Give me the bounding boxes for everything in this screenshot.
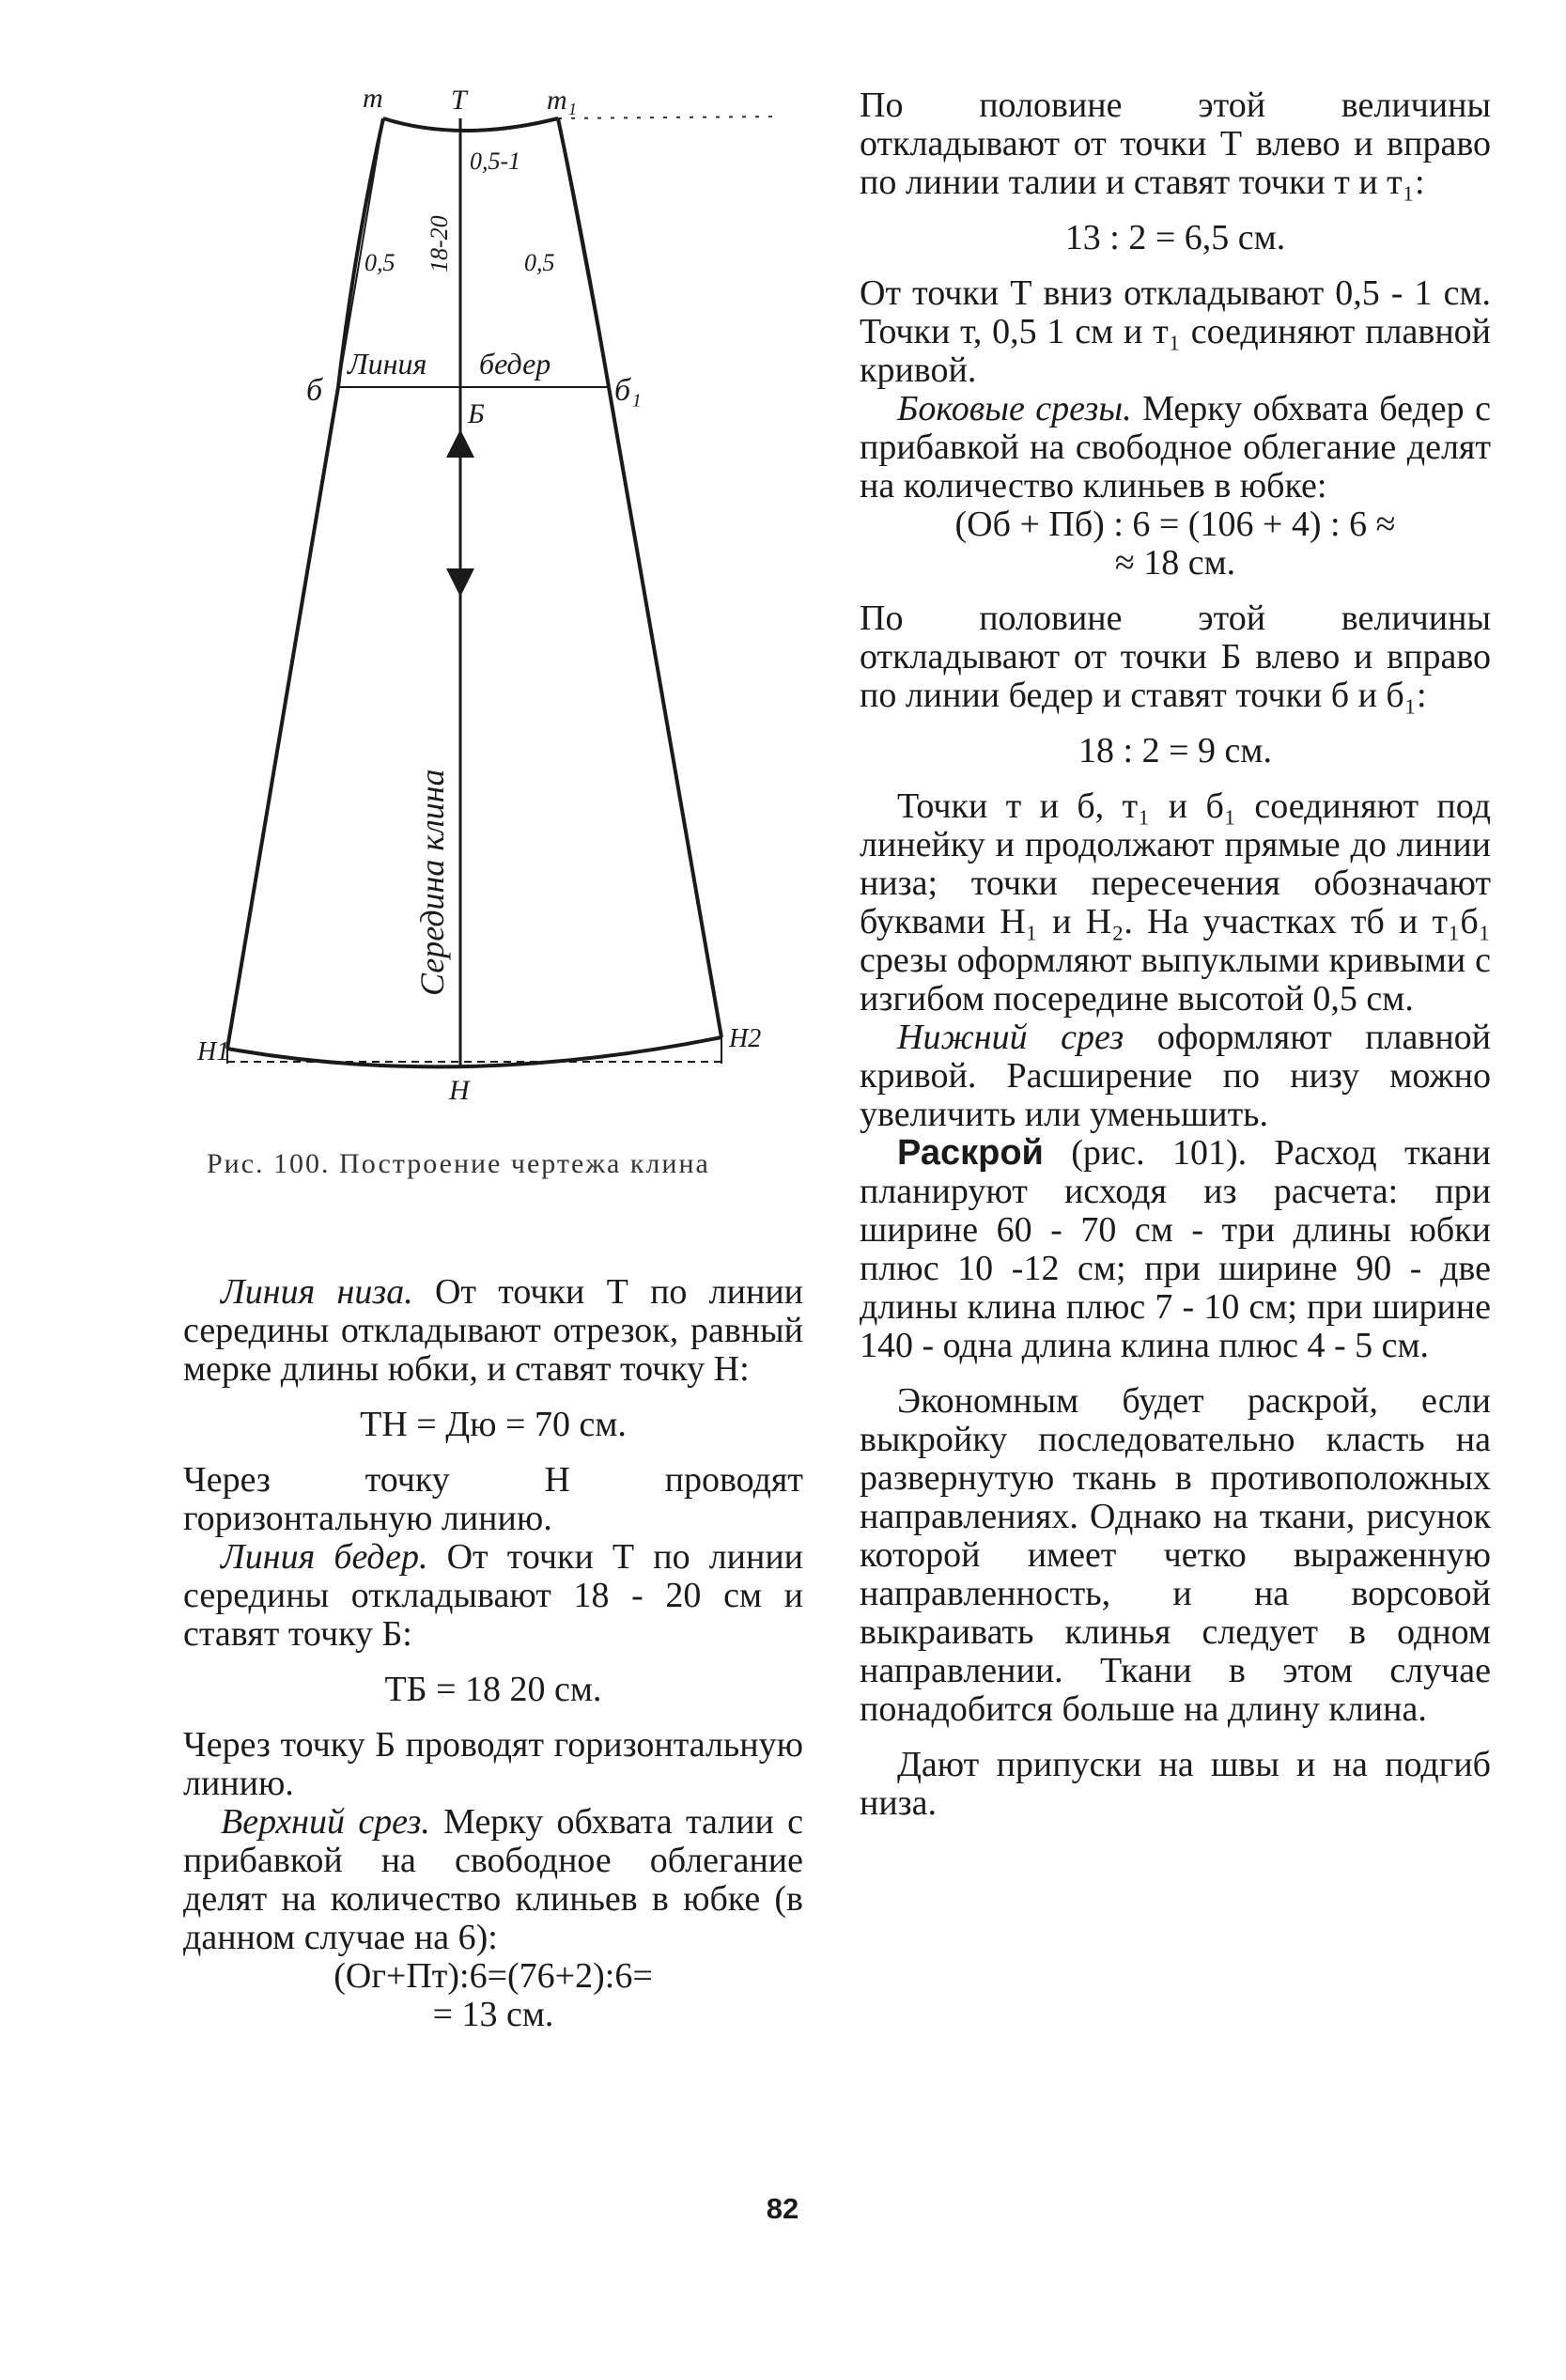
paragraph-cutting bbox=[860, 1134, 1491, 1365]
right-side-seam-lower bbox=[609, 387, 721, 1037]
right-column bbox=[860, 86, 1491, 1823]
label-b1: б₁ bbox=[614, 373, 642, 408]
paragraph-text: Мерку обхвата талии с прибавкой на свободное облегание делят на количество клиньев в юбке (в данном случае на 6): bbox=[183, 1802, 803, 1957]
paragraph-waist-half: По половине этой величины откладывают от точки Т влево и вправо по линии талии и ставят точки т и т₁: bbox=[860, 86, 1491, 202]
paragraph-connect-points: Точки т и б, т₁ и б₁ соединяют под линейку и продолжают прямые до линии низа; точки пересечения обозначают буквами Н₁ и Н₂. На участках тб и т₁б₁ срезы оформляют выпуклыми кривыми с изгибом посередине высотой 0,5 см. bbox=[860, 786, 1491, 1019]
skirt-panel-figure bbox=[178, 75, 836, 1203]
label-side-left: 0,5 bbox=[364, 249, 395, 276]
formula-waist-1: (Ог+Пт):6=(76+2):6= bbox=[333, 1956, 653, 1996]
label-side-right: 0,5 bbox=[524, 249, 555, 276]
subheading-hip-line: Линия бедер. bbox=[221, 1537, 428, 1577]
paragraph-top-edge bbox=[183, 1803, 803, 1957]
label-hip-line-b: бедер bbox=[479, 347, 551, 381]
formula-tb: ТБ = 18 20 см. bbox=[384, 1670, 602, 1709]
label-m: m bbox=[363, 83, 383, 114]
hem-curve bbox=[227, 1037, 721, 1066]
waist-dotted-line bbox=[558, 117, 780, 118]
label-hip-length: 18-20 bbox=[426, 215, 453, 272]
formula-hip-2: ≈ 18 см. bbox=[1114, 543, 1236, 583]
formula-th: ТН = Дю = 70 см. bbox=[360, 1405, 627, 1444]
paragraph-text: (рис. 101). Расход ткани планируют исходя из расчета: при ширине 60 - 70 см - три длины юбки плюс 10 -12 см; при ширине 90 - две длины клина плюс 7 - 10 см; при ширине 140 - одна длина клина плюс 4 - 5 см. bbox=[860, 1133, 1491, 1365]
paragraph-side-seams bbox=[860, 390, 1491, 506]
label-H2: Н2 bbox=[729, 1024, 762, 1053]
subheading-hem-edge: Нижний срез bbox=[897, 1018, 1124, 1057]
right-guide-line bbox=[558, 118, 609, 387]
label-T: T bbox=[451, 85, 467, 116]
left-column bbox=[183, 1273, 803, 2034]
formula-hip-half: 18 : 2 = 9 см. bbox=[1078, 731, 1272, 770]
paragraph-allowances: Дают припуски на швы и на подгиб низа. bbox=[860, 1745, 1491, 1823]
subheading-cutting: Раскрой bbox=[897, 1133, 1044, 1173]
paragraph-text: От точки Т по линии середины откладывают отрезок, равный мерке длины юбки, и ставят точку Н: bbox=[183, 1272, 803, 1389]
label-m1: m₁ bbox=[547, 85, 578, 116]
paragraph-text: Мерку обхвата бедер с прибавкой на свободное облегание делят на количество клиньев в юбке: bbox=[860, 389, 1491, 506]
label-B: Б bbox=[468, 398, 485, 429]
paragraph-economy: Экономным будет раскрой, если выкройку последовательно класть на развернутую ткань в противоположных направлениях. Однако на ткани, рисунок которой имеет четко выраженную направленность, и на ворсовой выкраивать клинья следует в одном направлении. Ткани в этом случае понадобится больше на длину клина. bbox=[860, 1381, 1491, 1729]
paragraph-hip-half: По половине этой величины откладывают от точки Б влево и вправо по линии бедер и ставят точки б и б₁: bbox=[860, 599, 1491, 715]
label-H: Н bbox=[449, 1075, 470, 1106]
paragraph-hem-edge bbox=[860, 1019, 1491, 1134]
subheading-side-seams: Боковые срезы. bbox=[897, 389, 1132, 428]
label-center: Середина клина bbox=[413, 769, 451, 996]
skirt-panel-drawing bbox=[178, 75, 836, 1203]
formula-hip-1: (Об + Пб) : 6 = (106 + 4) : 6 ≈ bbox=[954, 505, 1396, 544]
subheading-hem-line: Линия низа. bbox=[221, 1272, 413, 1312]
paragraph-hem-line bbox=[183, 1273, 803, 1389]
paragraph-horizontal-b: Через точку Б проводят горизонтальную линию. bbox=[183, 1725, 803, 1803]
formula-waist-2: = 13 см. bbox=[432, 1995, 554, 2034]
paragraph-waist-dip: От точки Т вниз откладывают 0,5 - 1 см. Точки т, 0,5 1 см и т₁ соединяют плавной кривой. bbox=[860, 273, 1491, 390]
formula-waist-half: 13 : 2 = 6,5 см. bbox=[1064, 218, 1286, 257]
label-dip: 0,5-1 bbox=[470, 148, 521, 175]
paragraph-text: оформляют плавной кривой. Расширение по низу можно увеличить или уменьшить. bbox=[860, 1018, 1492, 1134]
page-number: 82 bbox=[766, 2192, 799, 2225]
figure-caption: Рис. 100. Построение чертежа клина bbox=[207, 1148, 710, 1179]
paragraph-hip-line bbox=[183, 1538, 803, 1654]
waist-curve bbox=[383, 118, 558, 131]
paragraph-text: От точки Т по линии середины откладывают 18 - 20 см и ставят точку Б: bbox=[183, 1537, 804, 1654]
paragraph-horizontal-h: Через точку Н проводят горизонтальную линию. bbox=[183, 1460, 803, 1538]
label-b: б bbox=[306, 373, 323, 408]
label-hip-line-a: Линия bbox=[348, 347, 427, 381]
label-H1: Н1 bbox=[197, 1037, 230, 1066]
subheading-top-edge: Верхний срез. bbox=[221, 1802, 430, 1842]
left-side-seam-lower bbox=[227, 387, 338, 1049]
